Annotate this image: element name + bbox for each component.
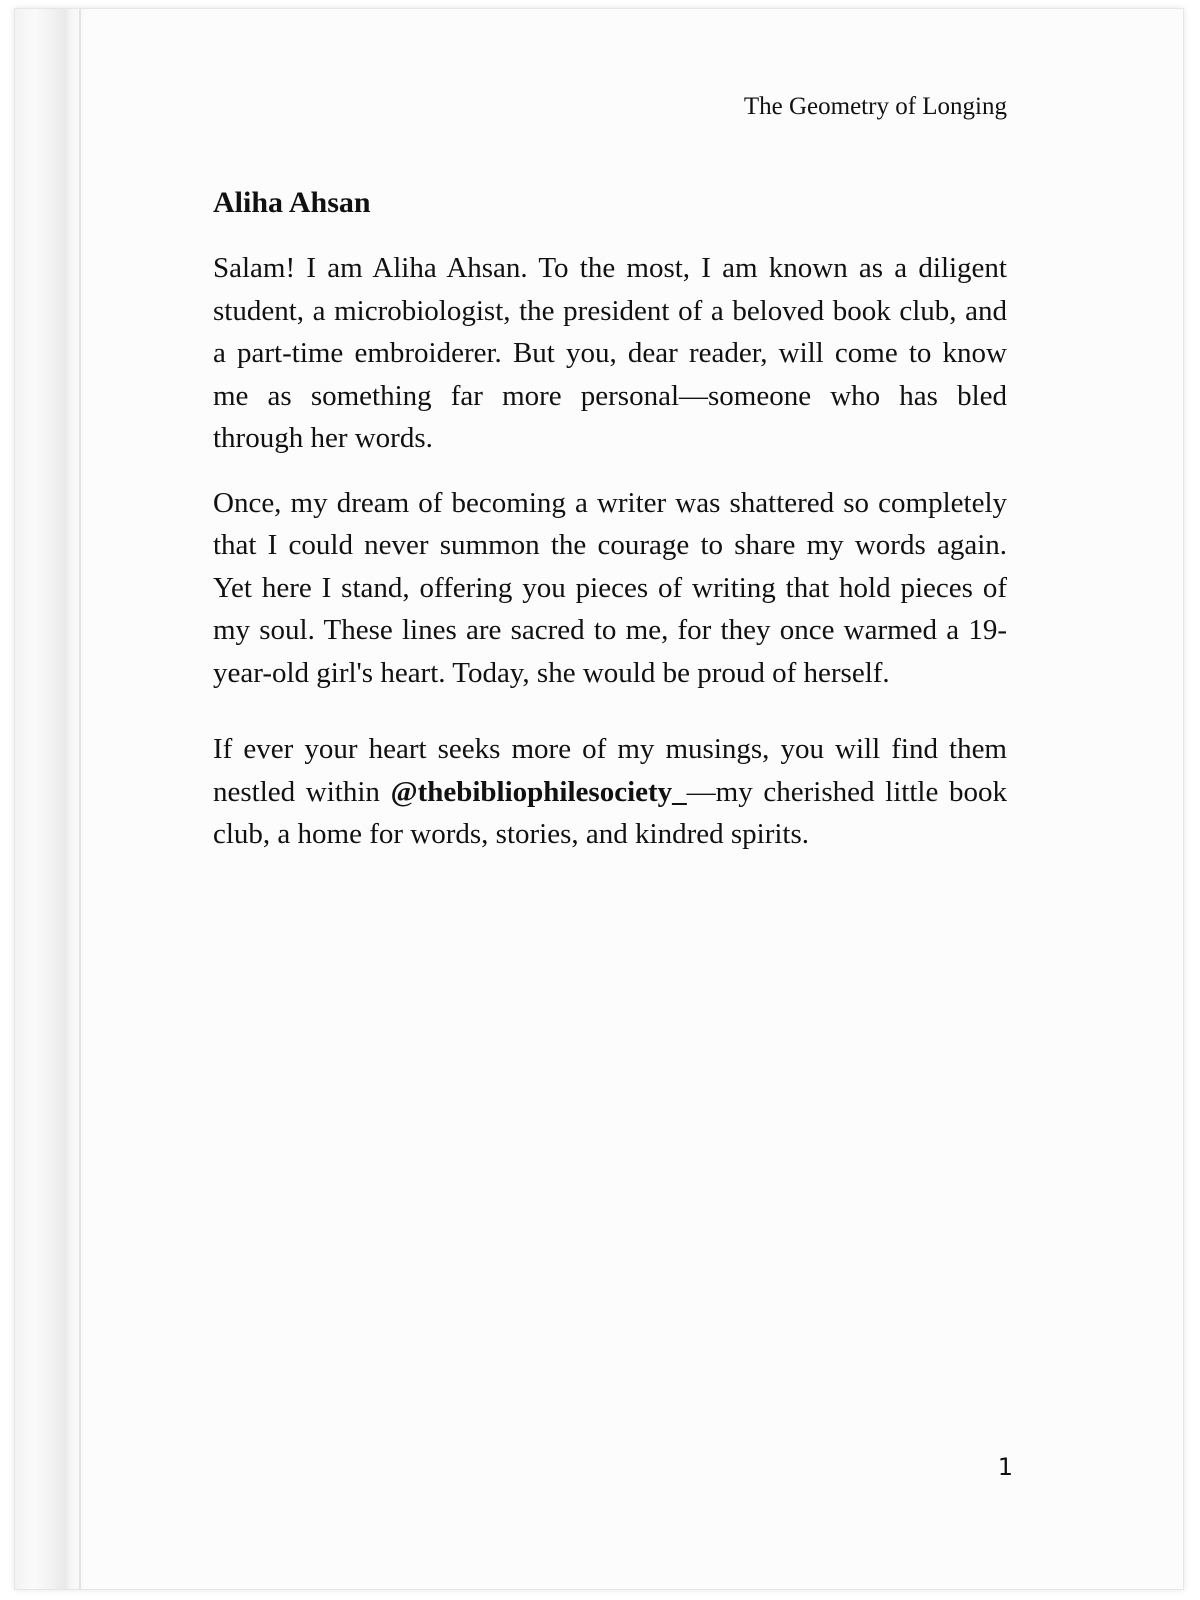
page-number: 1 xyxy=(997,1453,1013,1481)
bio-paragraph-3 xyxy=(213,728,1007,856)
running-head-title: The Geometry of Longing xyxy=(743,93,1007,120)
author-name-heading: Aliha Ahsan xyxy=(213,186,371,219)
bio-paragraph-1: Salam! I am Aliha Ahsan. To the most, I am known as a diligent student, a microbiologist, the president of a beloved book club, and a part-time embroiderer. But you, dear reader, will come to know me as something far more personal—someone who has bled through her words. xyxy=(213,252,1007,454)
page-content xyxy=(213,185,1007,878)
paragraph-3-text-start: If ever your heart seeks more of my musings, you will find them nestled within xyxy=(213,733,1007,808)
book-club-handle: @thebibliophilesociety_ xyxy=(390,775,687,808)
book-spine xyxy=(15,9,85,1589)
paragraph-3-text-end: —my cherished little book club, a home for words, stories, and kindred spirits. xyxy=(213,775,1007,850)
spine-edge xyxy=(79,9,81,1589)
book-page xyxy=(14,8,1184,1590)
bio-paragraph-2: Once, my dream of becoming a writer was shattered so completely that I could never summon the courage to share my words again. Yet here I stand, offering you pieces of writing that hold pieces of my soul. These lines are sacred to me, for they once warmed a 19-year-old girl's heart. Today, she would be proud of herself. xyxy=(213,486,1007,689)
